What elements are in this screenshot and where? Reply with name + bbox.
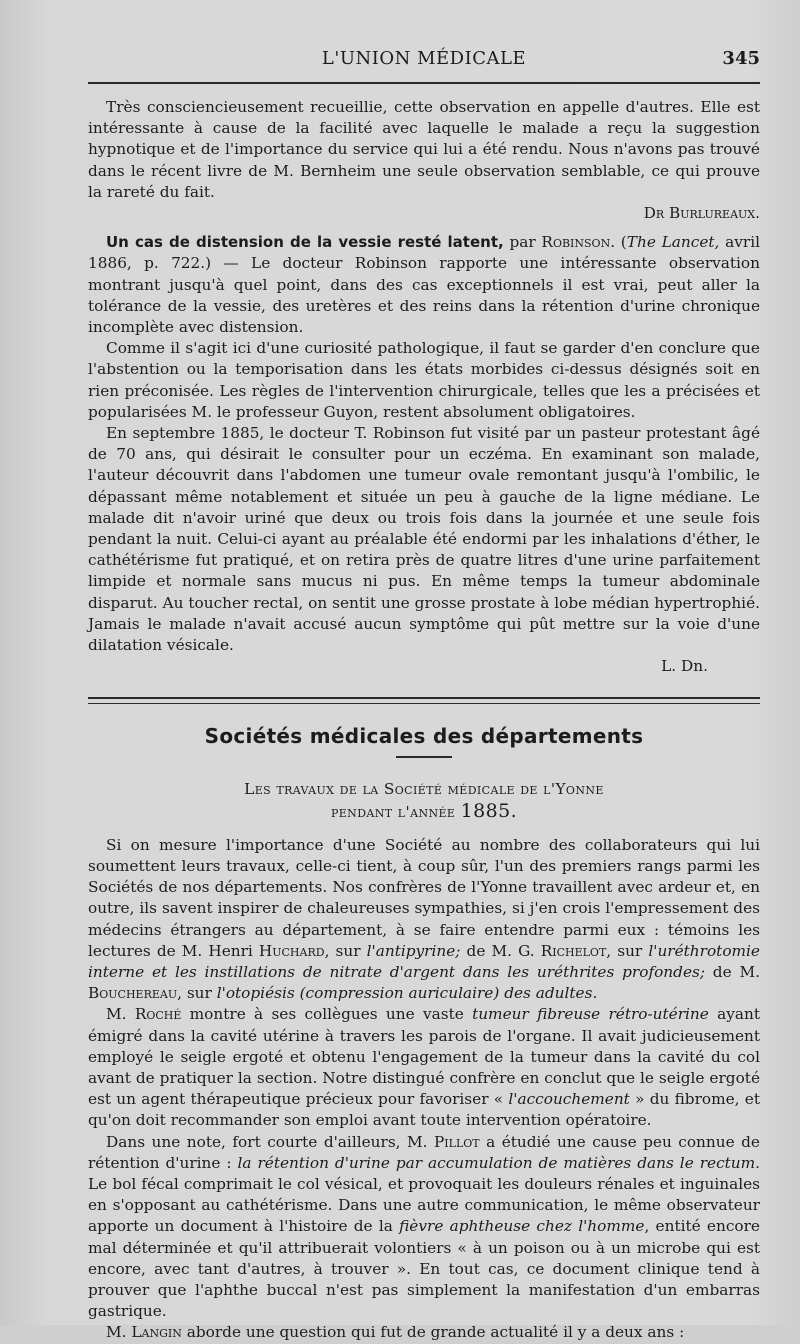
review2-signature: L. Dn.	[661, 657, 708, 676]
section-divider	[88, 697, 760, 704]
article-paragraph-1: Si on mesure l'importance d'une Société au nombre des collaborateurs qui lui soumettent leurs travaux, celle-ci tient, à coup sûr, l'un des premiers rangs parmi les Sociétés de nos départements. Nos confrères de l'Yonne travaillent avec ardeur et, en outre, ils savent inspirer de chaleureuses sympathies, si j'en crois l'empressement des médecins étrangers au département, à se faire entendre parmi eux : témoins les lectures de M. Henri Huchard, sur l'antipyrine; de M. G. Richelot, sur l'uréthrotomie interne et les instillations de nitrate d'argent dans les uréthrites profondes; de M. Bouchereau, sur l'otopiésis (compression auriculaire) des adultes.	[88, 835, 760, 1003]
page-header	[88, 48, 760, 72]
review2-author: Robinson	[541, 233, 611, 252]
section-title-rule	[396, 756, 452, 758]
article-paragraph-2: M. Roché montre à ses collègues une vaste tumeur fibreuse rétro-utérine ayant émigré dans la cavité utérine à travers les parois de l'organe. Il avait judicieusement employé le seigle ergoté et obtenu l'engagement de la tumeur dans la cavité du col avant de pratiquer la section. Notre distingué confrère en conclut que le seigle ergoté est un agent thérapeutique précieux pour favoriser « l'accouchement » du fibrome, et qu'on doit recommander son emploi avant toute intervention opératoire.	[88, 1005, 760, 1130]
article-subtitle: Les travaux de la Société médicale de l'Yonne pendant l'année 1885.	[244, 779, 604, 822]
review1-paragraph: Très consciencieusement recueillie, cette observation en appelle d'autres. Elle est intéressante à cause de la facilité avec laquelle le malade a reçu la suggestion hypnotique et de l'importance du service qui lui a été rendu. Nous n'avons pas trouvé dans le récent livre de M. Bernheim une seule observation semblable, ce qui prouve la rareté du fait.	[88, 98, 760, 201]
article-paragraph-4: M. Langin aborde une question qui fut de grande actualité il y a deux ans :	[106, 1323, 685, 1342]
section-title: Sociétés médicales des départements	[204, 724, 644, 749]
review2-journal: The Lancet,	[626, 233, 720, 252]
review2-title: Un cas de distension de la vessie resté latent,	[106, 233, 504, 252]
header-rule	[88, 82, 760, 84]
review2-paragraph-3: En septembre 1885, le docteur T. Robinson fut visité par un pasteur protestant âgé de 70 ans, qui désirait le consulter pour un eczéma. En examinant son malade, l'auteur découvrit dans l'abdomen une tumeur ovale remontant jusqu'à l'ombilic, le dépassant même notablement et située un peu à gauche de la ligne médiane. Le malade dit n'avoir uriné que deux ou trois fois dans la journée et une seule fois pendant la nuit. Celui-ci ayant au préalable été endormi par les inhalations d'éther, le cathétérisme fut pratiqué, et on retira près de quatre litres d'une urine parfaitement limpide et normale sans mucus ni pus. En même temps la tumeur abdominale disparut. Au toucher rectal, on sentit une grosse prostate à lobe médian hypertrophié. Jamais le malade n'avait accusé aucun symptôme qui pût mettre sur la voie d'une dilatation vésicale.	[88, 424, 760, 655]
article-paragraph-3: Dans une note, fort courte d'ailleurs, M. Pillot a étudié une cause peu connue de rétention d'urine : la rétention d'urine par accumulation de matières dans le rectum. Le bol fécal comprimait le col vésical, et provoquait les douleurs rénales et inguinales en s'opposant au cathétérisme. Dans une autre communication, le même observateur apporte un document à l'histoire de la fièvre aphtheuse chez l'homme, entité encore mal déterminée et qu'il attribuerait volontiers « à un poison ou à un microbe qui est encore, avec tant d'autres, à trouver ». En tout cas, ce document clinique tend à prouver que l'aphthe buccal n'est pas simplement la manifestation d'un embarras gastrique.	[88, 1132, 761, 1321]
page-number: 345	[722, 48, 760, 69]
running-title: L'UNION MÉDICALE	[321, 48, 527, 69]
review2-paragraph-2: Comme il s'agit ici d'une curiosité pathologique, il faut se garder d'en conclure que l'abstention ou la temporisation dans les états morbides ci-dessus désignés soit en rien préconisée. Les règles de l'intervention chirurgicale, telles que les a précisées et popularisées M. le professeur Guyon, restent absolument obligatoires.	[88, 339, 760, 421]
review2-paragraph-1: Un cas de distension de la vessie resté latent, par Robinson. (The Lancet, avril 1886, p. 722.) — Le docteur Robinson rapporte une intéressante observation montrant jusqu'à quel point, dans des cas exceptionnels il est vrai, peut aller la tolérance de la vessie, des uretères et des reins dans la rétention d'urine chronique incomplète avec distension.	[88, 233, 760, 337]
review1-signature: Dr Burlureaux.	[643, 204, 760, 223]
page-content	[88, 97, 760, 1344]
